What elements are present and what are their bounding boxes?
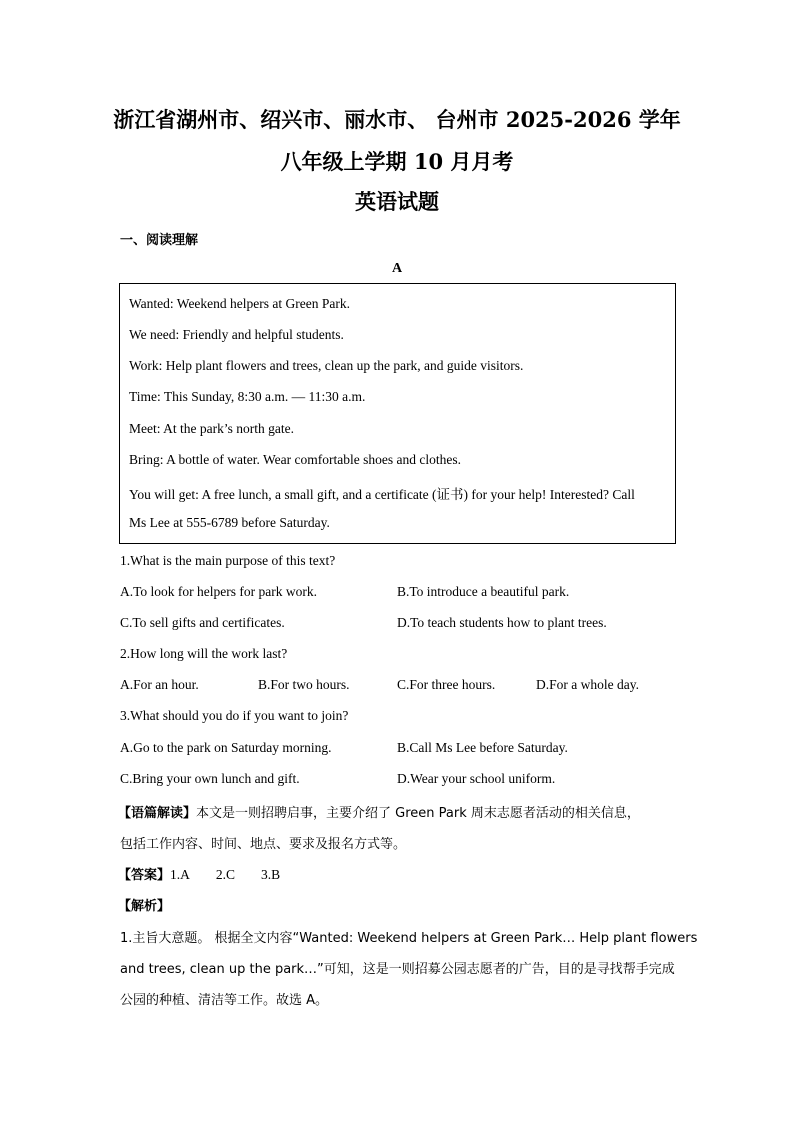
question-stem: 3.What should you do if you want to join? <box>120 708 349 723</box>
passage-line: Ms Lee at 555-6789 before Saturday. <box>129 515 330 530</box>
exam-title-line-3: 英语试题 <box>355 189 439 214</box>
explanation-text: and trees, clean up the park…”可知，这是一则招募公园志愿者的广告，目的是寻找帮手完成 <box>120 962 675 977</box>
answer-key <box>118 864 280 883</box>
passage-line: We need: Friendly and helpful students. <box>129 327 344 342</box>
question-option: A.To look for helpers for park work. <box>120 584 318 599</box>
passage-line: Wanted: Weekend helpers at Green Park. <box>129 296 350 311</box>
question-option: B.For two hours. <box>258 677 350 692</box>
passage-line: Bring: A bottle of water. Wear comfortable shoes and clothes. <box>129 452 461 467</box>
passage-line: Work: Help plant flowers and trees, clean up the park, and guide visitors. <box>129 358 524 373</box>
passage-box <box>119 283 676 544</box>
question-option: D.Wear your school uniform. <box>397 771 556 786</box>
passage-line: Time: This Sunday, 8:30 a.m. — 11:30 a.m. <box>129 389 366 404</box>
explanation-text: 1.主旨大意题。 根据全文内容“Wanted: Weekend helpers at Green Park… Help plant flowers <box>120 931 698 946</box>
exam-title-line-2: 八年级上学期 10 月月考 <box>280 149 514 174</box>
question-stem: 2.How long will the work last? <box>120 646 288 661</box>
answer-item: 1.A <box>170 867 190 882</box>
question-option: C.Bring your own lunch and gift. <box>120 771 300 786</box>
passage-summary <box>118 802 640 821</box>
explanation-text: 公园的种植、清洁等工作。故选 A。 <box>120 993 329 1008</box>
question-option: D.For a whole day. <box>536 677 639 692</box>
answer-item: 2.C <box>215 867 236 882</box>
question-option: B.Call Ms Lee before Saturday. <box>397 740 568 755</box>
question-option: B.To introduce a beautiful park. <box>397 584 570 599</box>
summary-text: 包括工作内容、时间、地点、要求及报名方式等。 <box>120 837 407 852</box>
question-stem: 1.What is the main purpose of this text? <box>120 553 336 568</box>
question-option: A.Go to the park on Saturday morning. <box>120 740 332 755</box>
question-option: C.For three hours. <box>397 677 496 692</box>
passage-line: Meet: At the park’s north gate. <box>129 421 294 436</box>
passage-label: A <box>391 261 403 276</box>
summary-text: 本文是一则招聘启事，主要介绍了 Green Park 周末志愿者活动的相关信息， <box>196 806 640 821</box>
section-heading: 一、阅读理解 <box>120 233 199 248</box>
question-option: C.To sell gifts and certificates. <box>120 615 285 630</box>
answer-item: 3.B <box>261 867 281 882</box>
answer-label: 【答案】 <box>118 868 171 883</box>
question-option: D.To teach students how to plant trees. <box>397 615 607 630</box>
explanation-label: 【解析】 <box>118 899 171 914</box>
exam-title-line-1: 浙江省湖州市、绍兴市、丽水市、 台州市 2025-2026 学年 <box>113 107 681 132</box>
question-option: A.For an hour. <box>120 677 199 692</box>
summary-label: 【语篇解读】 <box>118 806 197 821</box>
passage-line: You will get: A free lunch, a small gift, and a certificate (证书) for your help! Interested? Call <box>129 487 635 502</box>
